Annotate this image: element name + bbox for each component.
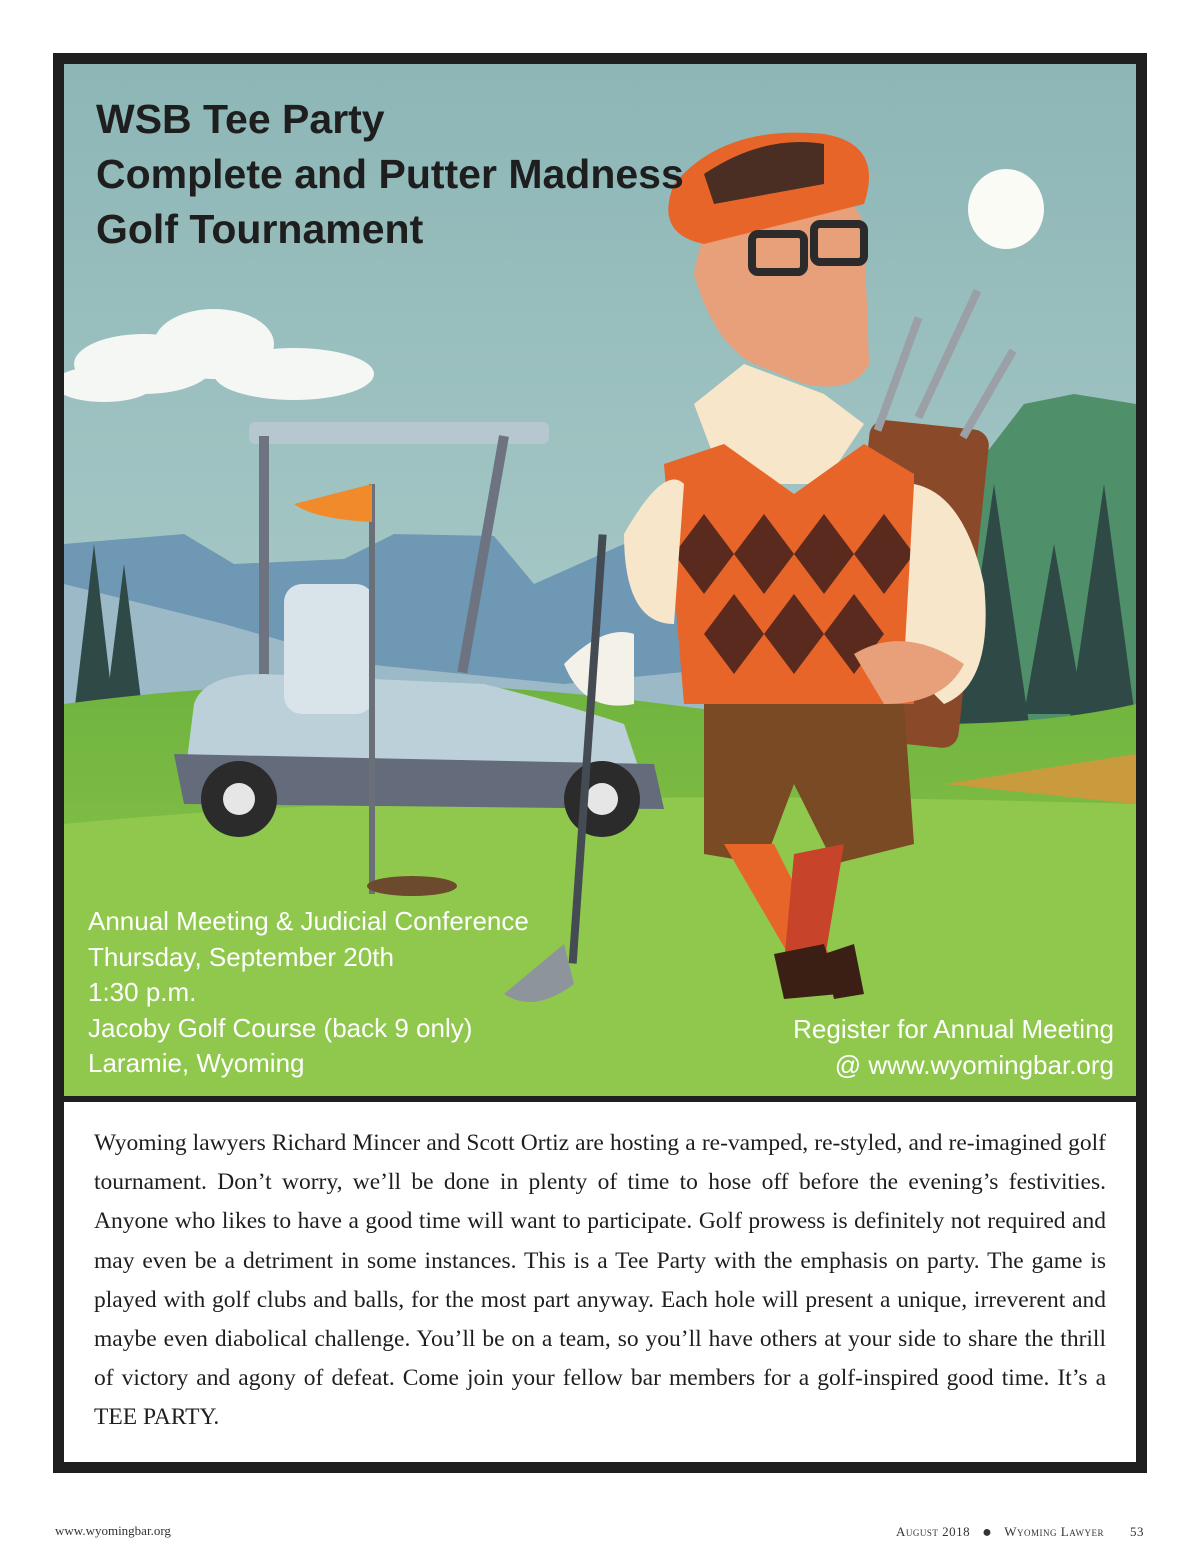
event-venue: Jacoby Golf Course (back 9 only): [88, 1012, 473, 1043]
sun: [968, 169, 1044, 249]
register-text: Register for Annual Meeting: [793, 1014, 1114, 1044]
tournament-title: [96, 92, 684, 257]
event-details: [88, 904, 529, 1082]
event-date: Thursday, September 20th: [88, 941, 394, 972]
event-location: Laramie, Wyoming: [88, 1048, 305, 1078]
description-box: [64, 1102, 1136, 1462]
title-line-2: Complete and Putter Madness: [96, 151, 684, 197]
event-name: Annual Meeting & Judicial Conference: [88, 906, 529, 936]
register-callout: [793, 1012, 1114, 1083]
hero-illustration: [64, 64, 1136, 1096]
bullet-icon: ●: [982, 1524, 993, 1541]
title-line-1: WSB Tee Party: [96, 96, 385, 142]
description-paragraph: Wyoming lawyers Richard Mincer and Scott Ortiz are hosting a re-vamped, re-styled, and re-imagined golf tournament. Don’t worry, we’ll be done in plenty of time to hose off before the evening’s festivities. Anyone who likes to have a good time will want to participate. Golf prowess is definitely not required and may even be a detriment in some instances. This is a Tee Party with the emphasis on party. The game is played with golf clubs and balls, for the most part anyway. Each hole will present a unique, irreverent and maybe even diabolical challenge. You’ll be on a team, so you’ll have others at your side to share the thrill of victory and agony of defeat. Come join your fellow bar members for a golf-inspired good time. It’s a TEE PARTY.: [94, 1130, 1106, 1431]
footer-issue-info: [896, 1523, 1144, 1541]
footer-publication: Wyoming Lawyer: [1004, 1524, 1104, 1539]
title-line-3: Golf Tournament: [96, 206, 424, 252]
event-time: 1:30 p.m.: [88, 977, 197, 1007]
register-link[interactable]: @ www.wyomingbar.org: [834, 1049, 1114, 1080]
footer-website: www.wyomingbar.org: [55, 1523, 171, 1538]
page-number: 53: [1130, 1524, 1144, 1539]
footer-issue-date: August 2018: [895, 1524, 971, 1539]
